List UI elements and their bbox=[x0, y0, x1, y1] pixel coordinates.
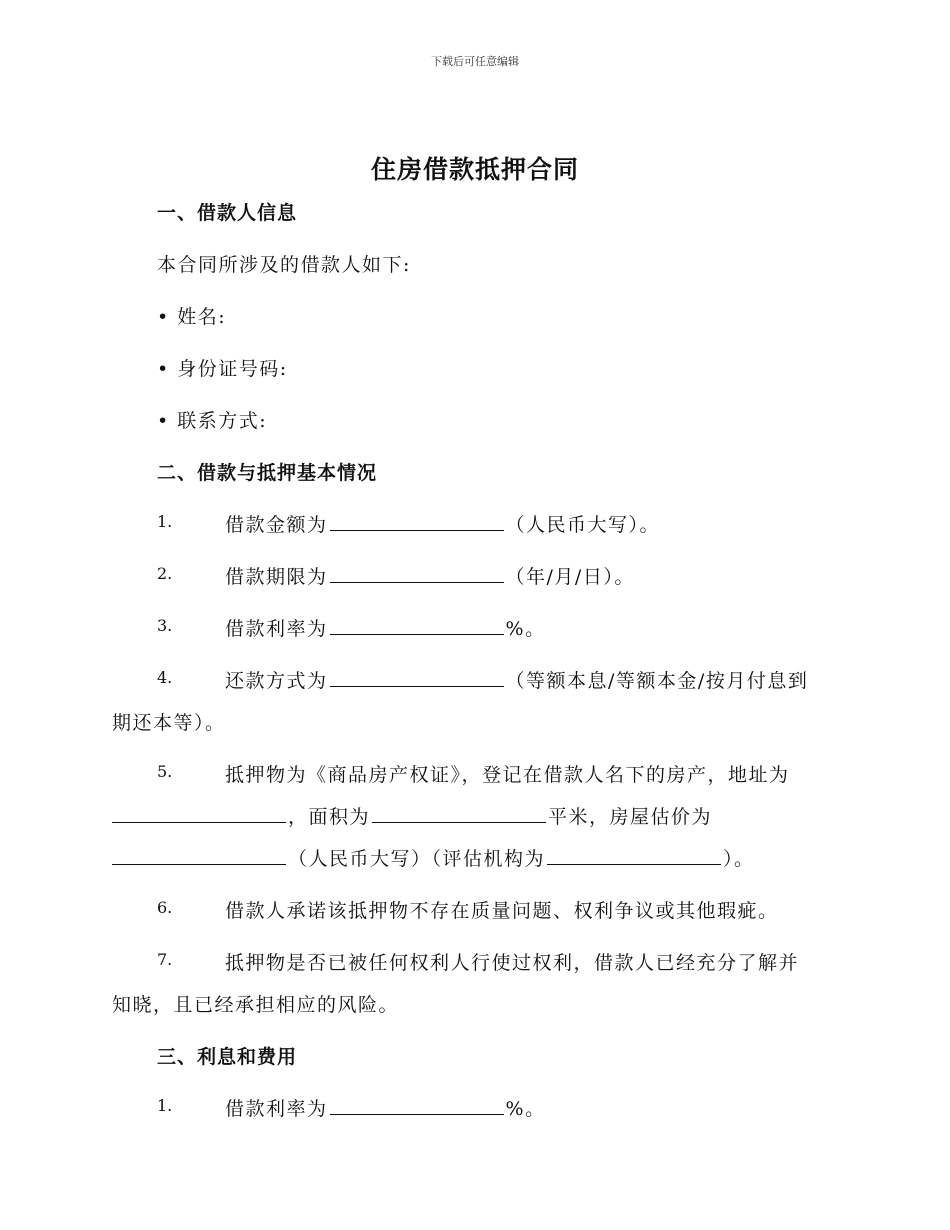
clause-continuation bbox=[112, 802, 832, 829]
clause-label: 还款方式为 bbox=[225, 670, 328, 692]
blank-field[interactable] bbox=[112, 805, 286, 823]
clause-number: 2. bbox=[157, 564, 173, 583]
blank-field[interactable] bbox=[372, 805, 546, 823]
clause-text bbox=[225, 666, 808, 693]
blank-field[interactable] bbox=[547, 847, 721, 865]
clause-continuation: 知晓，且已经承担相应的风险。 bbox=[112, 994, 400, 1016]
clause-text bbox=[225, 1094, 546, 1121]
clause-label: 借款利率为 bbox=[225, 1098, 328, 1120]
borrower-name-item: • 姓名: bbox=[157, 306, 227, 328]
borrower-id-item: • 身份证号码: bbox=[157, 358, 288, 380]
clause-text: 借款人承诺该抵押物不存在质量问题、权利争议或其他瑕疵。 bbox=[225, 900, 779, 922]
section-heading-borrower: 一、借款人信息 bbox=[157, 202, 298, 224]
page-header: 下载后可任意编辑 bbox=[431, 55, 519, 68]
clause-suffix: （年/月/日）。 bbox=[505, 566, 635, 588]
clause-label: 平米，房屋估价为 bbox=[548, 806, 713, 828]
blank-field[interactable] bbox=[330, 617, 504, 635]
document-title: 住房借款抵押合同 bbox=[370, 155, 579, 184]
clause-label: （人民币大写）（评估机构为 bbox=[288, 848, 546, 870]
clause-number: 7. bbox=[157, 950, 173, 969]
clause-continuation bbox=[112, 844, 832, 871]
section-heading-interest: 三、利息和费用 bbox=[157, 1046, 298, 1068]
borrower-contact-item: • 联系方式: bbox=[157, 410, 268, 432]
clause-number: 6. bbox=[157, 898, 173, 917]
clause-label: 借款金额为 bbox=[225, 514, 328, 536]
clause-text: 抵押物为《商品房产权证》，登记在借款人名下的房产，地址为 bbox=[225, 764, 790, 786]
clause-suffix: %。 bbox=[505, 1098, 546, 1120]
clause-text bbox=[225, 510, 660, 537]
clause-number: 4. bbox=[157, 668, 173, 687]
clause-label: 借款期限为 bbox=[225, 566, 328, 588]
clause-number: 5. bbox=[157, 762, 173, 781]
clause-text bbox=[225, 562, 635, 589]
clause-label: ，面积为 bbox=[288, 806, 371, 828]
clause-number: 1. bbox=[157, 512, 173, 531]
clause-continuation: 期还本等）。 bbox=[112, 712, 226, 734]
clause-number: 1. bbox=[157, 1096, 173, 1115]
clause-text: 抵押物是否已被任何权利人行使过权利，借款人已经充分了解并 bbox=[225, 952, 800, 974]
section-heading-loan: 二、借款与抵押基本情况 bbox=[157, 462, 378, 484]
clause-text bbox=[225, 614, 546, 641]
blank-field[interactable] bbox=[330, 669, 504, 687]
clause-suffix: （人民币大写）。 bbox=[505, 514, 661, 536]
clause-suffix: （等额本息/等额本金/按月付息到 bbox=[505, 670, 809, 692]
borrower-intro: 本合同所涉及的借款人如下: bbox=[157, 254, 411, 276]
clause-number: 3. bbox=[157, 616, 173, 635]
blank-field[interactable] bbox=[330, 1097, 504, 1115]
clause-suffix: %。 bbox=[505, 618, 546, 640]
blank-field[interactable] bbox=[330, 565, 504, 583]
clause-label: 借款利率为 bbox=[225, 618, 328, 640]
blank-field[interactable] bbox=[112, 847, 286, 865]
blank-field[interactable] bbox=[330, 513, 504, 531]
clause-suffix: ）。 bbox=[723, 848, 755, 870]
